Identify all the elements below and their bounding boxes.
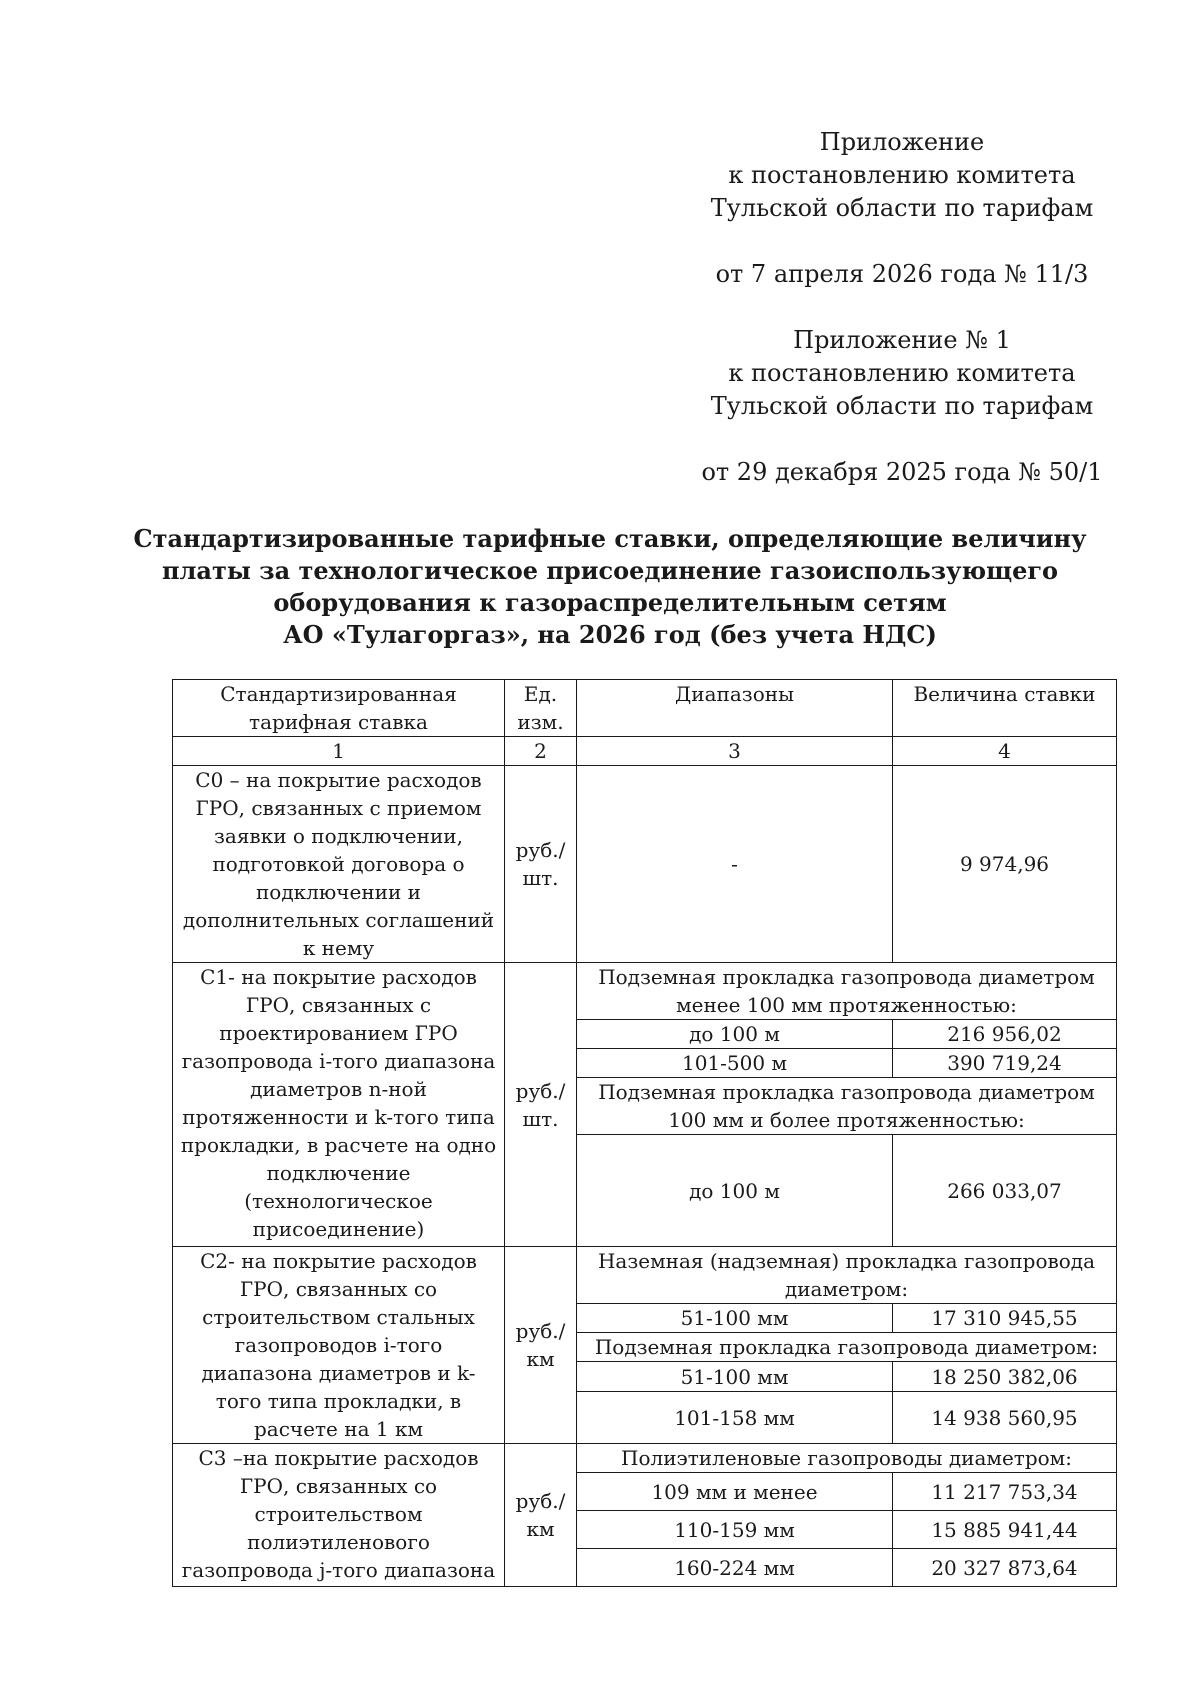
document-title xyxy=(110,523,1110,651)
appendix1-line: Приложение № 1 xyxy=(793,326,1011,354)
column-number: 1 xyxy=(173,737,505,766)
unit-line: руб./ xyxy=(515,838,566,862)
range-cell: 160-224 мм xyxy=(577,1549,893,1587)
header-value-cell: Величина ставки xyxy=(893,680,1117,737)
appendix1-line: к постановлению комитета xyxy=(728,359,1076,387)
range-group-title: Подземная прокладка газопровода диаметром менее 100 мм протяженностью: xyxy=(577,963,1117,1020)
column-number: 4 xyxy=(893,737,1117,766)
value-cell: 15 885 941,44 xyxy=(893,1511,1117,1549)
value-cell: 216 956,02 xyxy=(893,1020,1117,1049)
appendix-line: Приложение xyxy=(819,128,985,156)
header-ranges-cell: Диапазоны xyxy=(577,680,893,737)
range-cell: 51-100 мм xyxy=(577,1362,893,1392)
value-cell: 266 033,07 xyxy=(893,1135,1117,1247)
value-cell: 17 310 945,55 xyxy=(893,1304,1117,1333)
tariff-rates-table xyxy=(172,679,1117,1587)
unit-cell xyxy=(505,963,577,1247)
unit-line: руб./ xyxy=(515,1489,566,1513)
unit-line: руб./ xyxy=(515,1319,566,1343)
range-cell: 101-158 мм xyxy=(577,1392,893,1444)
column-numbers-row xyxy=(173,737,1117,766)
table-row-c1 xyxy=(173,963,1117,1020)
range-cell: 101-500 м xyxy=(577,1049,893,1078)
appendix1-line: Тульской области по тарифам xyxy=(710,392,1094,420)
title-line: Стандартизированные тарифные ставки, определяющие величину xyxy=(133,524,1087,553)
appendix-date: от 7 апреля 2026 года № 11/3 xyxy=(715,260,1089,288)
unit-line: км xyxy=(526,1347,555,1371)
unit-cell xyxy=(505,1444,577,1587)
range-cell: 109 мм и менее xyxy=(577,1473,893,1511)
table-header-row xyxy=(173,680,1117,737)
range-group-title: Подземная прокладка газопровода диаметром 100 мм и более протяженностью: xyxy=(577,1078,1117,1135)
unit-cell xyxy=(505,1247,577,1444)
range-cell: 51-100 мм xyxy=(577,1304,893,1333)
title-line: оборудования к газораспределительным сетям xyxy=(273,588,947,617)
range-group-title: Подземная прокладка газопровода диаметром: xyxy=(577,1333,1117,1362)
table-row-c3 xyxy=(173,1444,1117,1473)
title-line: АО «Тулагоргаз», на 2026 год (без учета НДС) xyxy=(283,620,937,649)
range-cell: - xyxy=(577,766,893,963)
column-number: 2 xyxy=(505,737,577,766)
unit-line: шт. xyxy=(522,866,559,890)
rate-description: С3 –на покрытие расходов ГРО, связанных со строительством полиэтиленового газопровода j-того диапазона xyxy=(173,1444,505,1587)
rate-description: С0 – на покрытие расходов ГРО, связанных с приемом заявки о подключении, подготовкой договора о подключении и дополнительных соглашений к нему xyxy=(173,766,505,963)
appendix-header xyxy=(692,126,1112,225)
range-group-title: Наземная (надземная) прокладка газопровода диаметром: xyxy=(577,1247,1117,1304)
value-cell: 390 719,24 xyxy=(893,1049,1117,1078)
table-row-c0 xyxy=(173,766,1117,963)
appendix-line: к постановлению комитета xyxy=(728,161,1076,189)
value-cell: 20 327 873,64 xyxy=(893,1549,1117,1587)
range-cell: до 100 м xyxy=(577,1020,893,1049)
appendix1-header xyxy=(692,324,1112,423)
appendix1-date-block xyxy=(692,456,1112,489)
value-cell: 14 938 560,95 xyxy=(893,1392,1117,1444)
column-number: 3 xyxy=(577,737,893,766)
appendix-line: Тульской области по тарифам xyxy=(710,194,1094,222)
value-cell: 9 974,96 xyxy=(893,766,1117,963)
value-cell: 11 217 753,34 xyxy=(893,1473,1117,1511)
range-group-title: Полиэтиленовые газопроводы диаметром: xyxy=(577,1444,1117,1473)
header-unit-line: изм. xyxy=(517,710,564,734)
value-cell: 18 250 382,06 xyxy=(893,1362,1117,1392)
title-line: платы за технологическое присоединение газоиспользующего xyxy=(161,556,1059,585)
rate-description: С1- на покрытие расходов ГРО, связанных с проектированием ГРО газопровода i-того диапазона диаметров n-ной протяженности и k-того типа прокладки, в расчете на одно подключение (технологическое присоединение) xyxy=(173,963,505,1247)
header-unit-line: Ед. xyxy=(523,682,558,706)
unit-line: шт. xyxy=(522,1106,559,1131)
range-cell: 110-159 мм xyxy=(577,1511,893,1549)
appendix1-date: от 29 декабря 2025 года № 50/1 xyxy=(701,458,1103,486)
header-unit-cell xyxy=(505,680,577,737)
range-cell: до 100 м xyxy=(577,1135,893,1247)
unit-line: км xyxy=(526,1517,555,1541)
rate-description: С2- на покрытие расходов ГРО, связанных со строительством стальных газопроводов i-того диапазона диаметров и k-того типа прокладки, в расчете на 1 км xyxy=(173,1247,505,1444)
table-row-c2 xyxy=(173,1247,1117,1304)
header-rate-cell: Стандартизированная тарифная ставка xyxy=(173,680,505,737)
appendix-date-block xyxy=(692,258,1112,291)
unit-line: руб./ xyxy=(515,1078,566,1103)
unit-cell xyxy=(505,766,577,963)
